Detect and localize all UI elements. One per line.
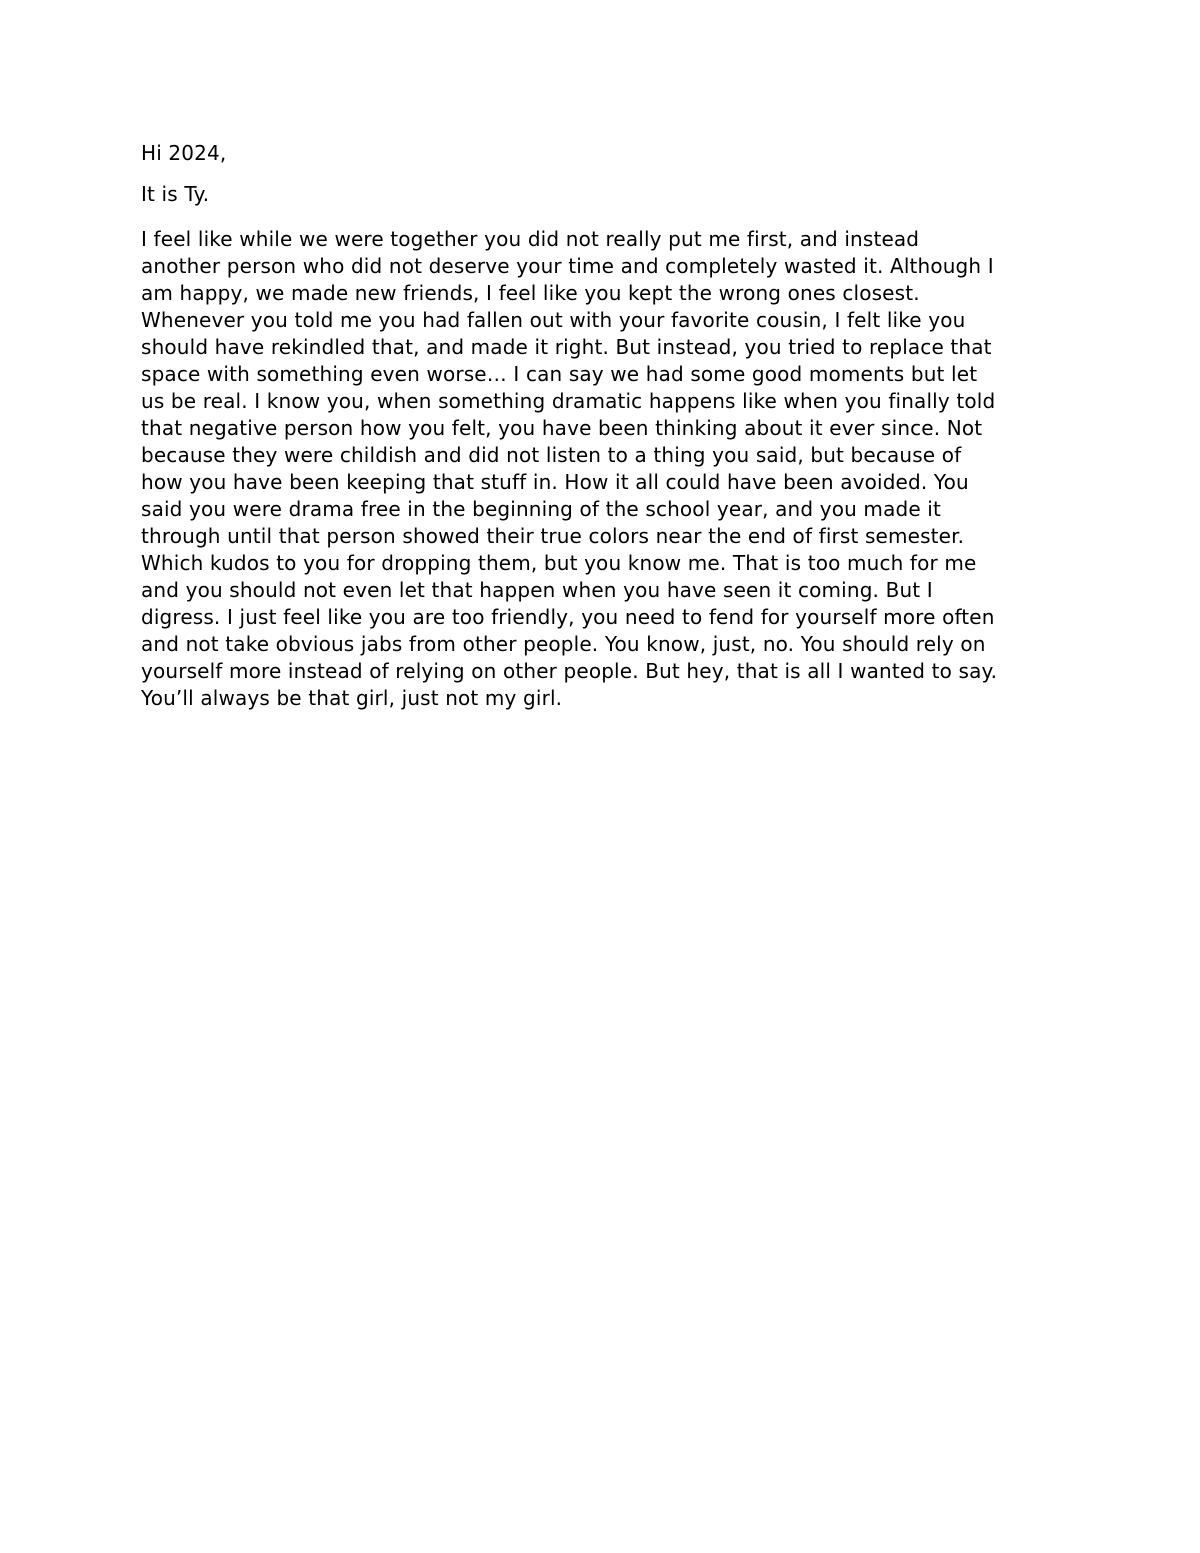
body-line: digress. I just feel like you are too friendly, you need to fend for yourself more often bbox=[141, 605, 995, 629]
body-line: us be real. I know you, when something dramatic happens like when you finally told bbox=[141, 389, 996, 413]
body-line: You’ll always be that girl, just not my girl. bbox=[141, 686, 563, 710]
body-line: Which kudos to you for dropping them, but you know me. That is too much for me bbox=[141, 551, 977, 575]
body-line: and not take obvious jabs from other people. You know, just, no. You should rely on bbox=[141, 632, 986, 656]
letter-greeting: Hi 2024, bbox=[141, 141, 227, 165]
body-line: Whenever you told me you had fallen out with your favorite cousin, I felt like you bbox=[141, 308, 966, 332]
body-line: and you should not even let that happen when you have seen it coming. But I bbox=[141, 578, 933, 602]
body-line: that negative person how you felt, you have been thinking about it ever since. Not bbox=[141, 416, 983, 440]
body-line: because they were childish and did not listen to a thing you said, but because of bbox=[141, 443, 962, 467]
body-line: through until that person showed their true colors near the end of first semester. bbox=[141, 524, 965, 548]
letter-body-paragraph bbox=[141, 226, 1056, 712]
body-line: space with something even worse… I can say we had some good moments but let bbox=[141, 362, 978, 386]
body-line: should have rekindled that, and made it right. But instead, you tried to replace that bbox=[141, 335, 992, 359]
letter-intro: It is Ty. bbox=[141, 182, 210, 206]
body-line: I feel like while we were together you did not really put me first, and instead bbox=[141, 227, 920, 251]
body-line: am happy, we made new friends, I feel like you kept the wrong ones closest. bbox=[141, 281, 920, 305]
body-line: said you were drama free in the beginning of the school year, and you made it bbox=[141, 497, 941, 521]
body-line: yourself more instead of relying on other people. But hey, that is all I wanted to say. bbox=[141, 659, 998, 683]
body-line: how you have been keeping that stuff in. How it all could have been avoided. You bbox=[141, 470, 969, 494]
letter-content bbox=[141, 140, 1056, 712]
body-line: another person who did not deserve your time and completely wasted it. Although I bbox=[141, 254, 994, 278]
